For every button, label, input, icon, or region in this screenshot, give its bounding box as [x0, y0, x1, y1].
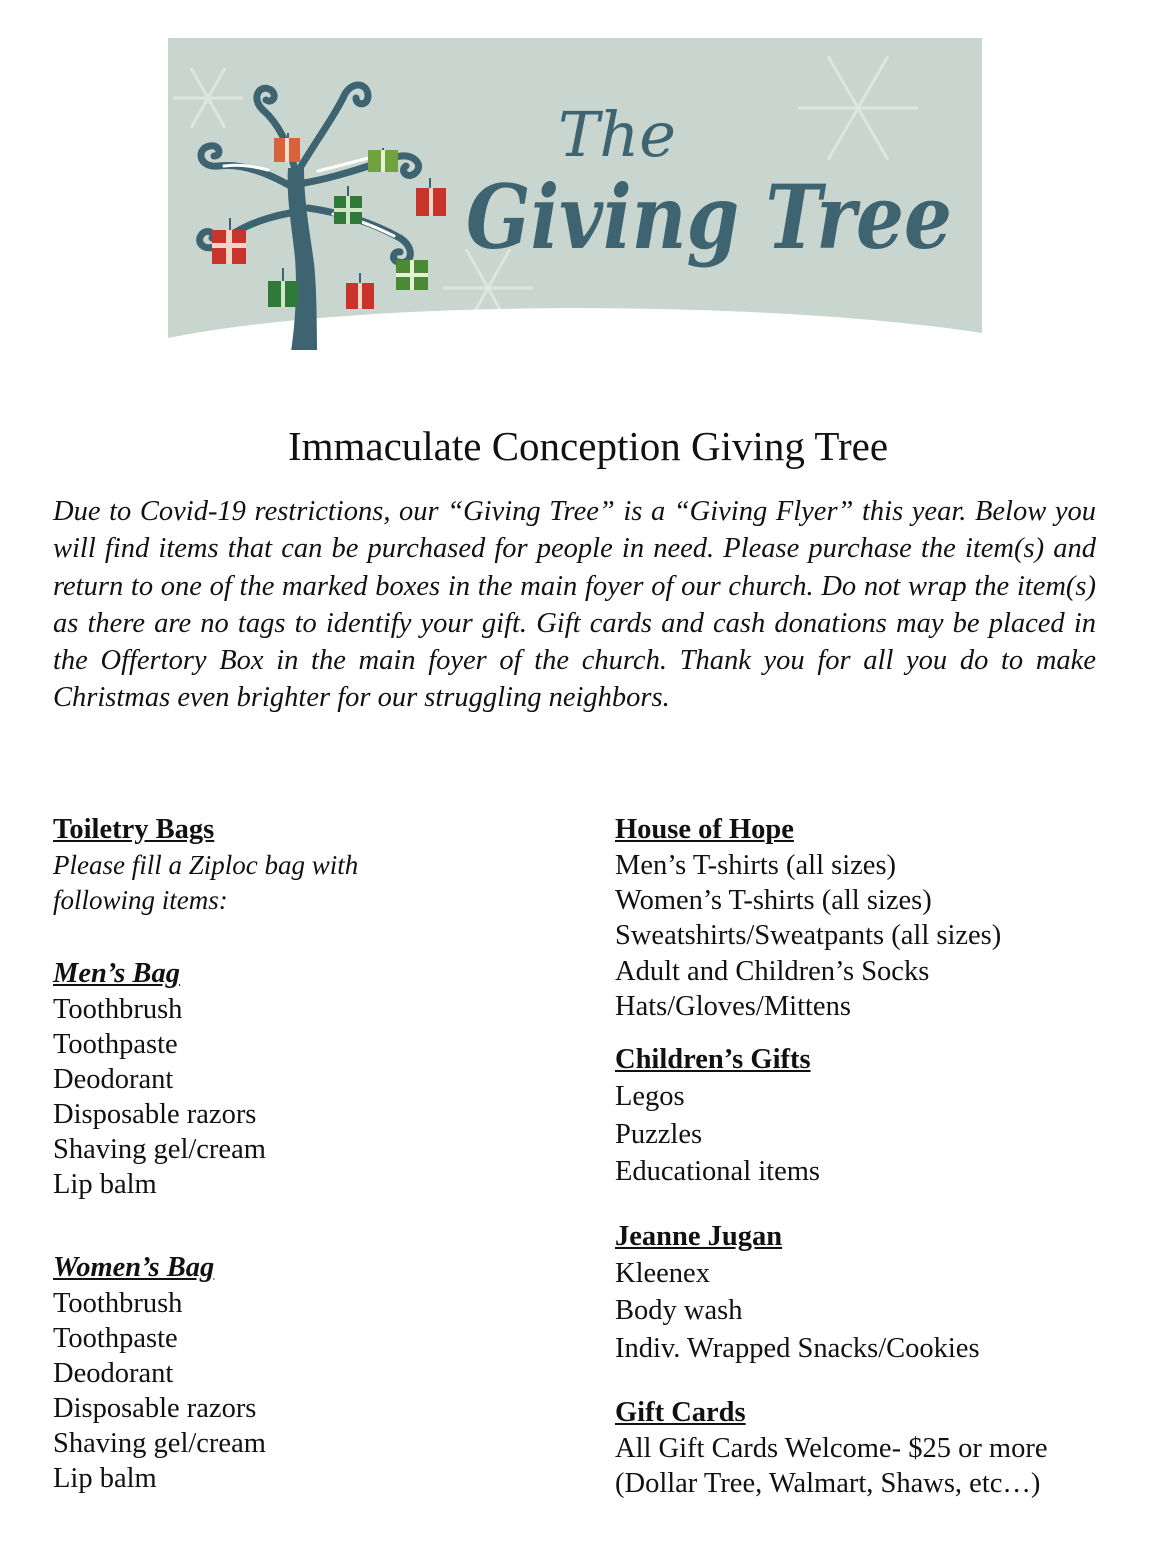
list-item: Legos: [615, 1081, 685, 1113]
list-item: Lip balm: [53, 1169, 157, 1200]
gift-cards-list: [615, 1431, 1160, 1501]
childrens-gifts-list: [615, 1078, 1160, 1191]
toiletry-note-line2: following items:: [53, 885, 228, 915]
list-item: Shaving gel/cream: [53, 1428, 266, 1459]
womens-bag-list: [53, 1286, 573, 1496]
list-item: All Gift Cards Welcome- $25 or more: [615, 1433, 1048, 1465]
list-item: (Dollar Tree, Walmart, Shaws, etc…): [615, 1468, 1041, 1500]
list-item: Disposable razors: [53, 1099, 257, 1130]
jeanne-jugan-list: [615, 1255, 1160, 1368]
list-item: Educational items: [615, 1156, 820, 1188]
list-item: Adult and Children’s Socks: [615, 955, 930, 987]
list-item: Lip balm: [53, 1463, 157, 1494]
donation-categories: [615, 812, 1160, 1501]
list-item: Body wash: [615, 1295, 743, 1327]
list-item: Puzzles: [615, 1118, 703, 1150]
list-item: Hats/Gloves/Mittens: [615, 990, 851, 1022]
list-item: Women’s T-shirts (all sizes): [615, 885, 932, 917]
jeanne-jugan-heading: Jeanne Jugan: [615, 1220, 783, 1252]
gift-cards-heading: Gift Cards: [615, 1397, 746, 1429]
mens-bag-heading: Men’s Bag: [53, 958, 180, 989]
list-item: Sweatshirts/Sweatpants (all sizes): [615, 920, 1002, 952]
list-item: Toothpaste: [53, 1029, 178, 1060]
list-item: Toothbrush: [53, 994, 183, 1025]
toiletry-note-line1: Please fill a Ziploc bag with: [53, 850, 359, 880]
list-item: Shaving gel/cream: [53, 1134, 266, 1165]
toiletry-bags-section: [53, 812, 573, 1496]
list-item: Indiv. Wrapped Snacks/Cookies: [615, 1332, 980, 1364]
house-of-hope-heading: House of Hope: [615, 814, 794, 845]
document-title: Immaculate Conception Giving Tree: [287, 423, 889, 469]
list-item: Deodorant: [53, 1064, 174, 1095]
mens-bag-list: [53, 992, 573, 1202]
list-item: Men’s T-shirts (all sizes): [615, 850, 897, 881]
list-item: Toothpaste: [53, 1323, 178, 1354]
giving-tree-banner: [168, 38, 982, 350]
list-item: Deodorant: [53, 1358, 174, 1389]
womens-bag-heading: Women’s Bag: [53, 1252, 215, 1283]
house-of-hope-list: [615, 848, 1160, 1024]
list-item: Toothbrush: [53, 1288, 183, 1319]
list-item: Disposable razors: [53, 1393, 257, 1424]
toiletry-bags-heading: Toiletry Bags: [53, 814, 215, 845]
intro-paragraph: Due to Covid-19 restrictions, our “Giving Tree” is a “Giving Flyer” this year. Below you will find items that can be purchased for people in need. Please purchase the item(s) and return to one of the marked boxes in the main foyer of our church. Do not wrap the item(s) as there are no tags to identify your gift. Gift cards and cash donations may be placed in the Offertory Box in the main foyer of the church. Thank you for all you do to make Christmas even brighter for our struggling neighbors.: [53, 496, 1096, 714]
logo-text-giving-tree: Giving Tree: [466, 165, 952, 269]
list-item: Kleenex: [615, 1257, 710, 1289]
childrens-gifts-heading: Children’s Gifts: [615, 1044, 811, 1076]
logo-text-the: The: [558, 98, 676, 171]
